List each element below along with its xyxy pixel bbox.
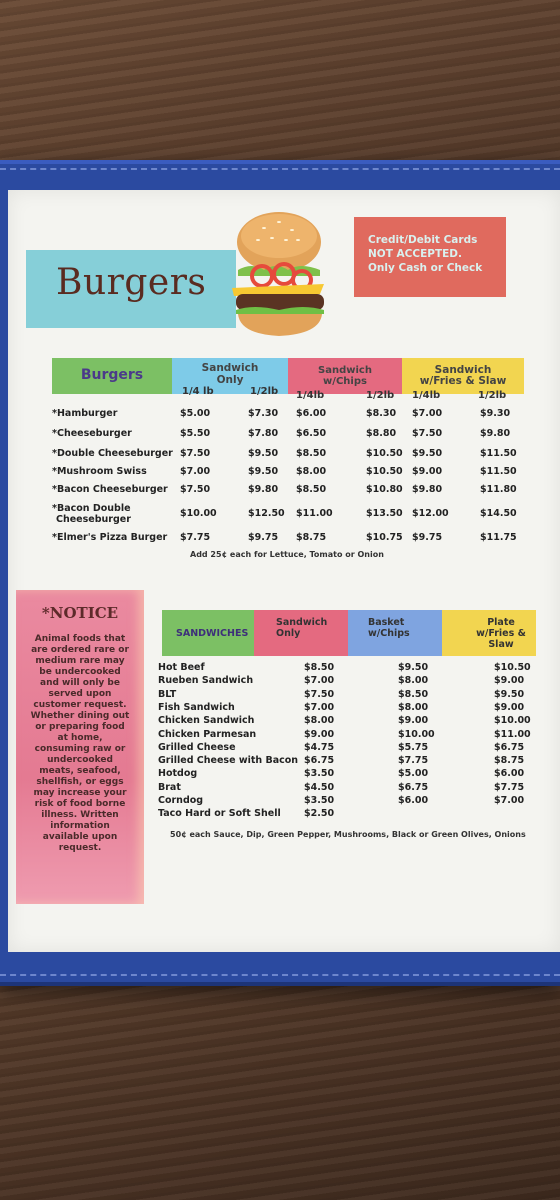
notice-line: at home, [57, 733, 103, 743]
notice-line: are ordered rare or [31, 645, 129, 655]
header-line: Only [276, 628, 301, 639]
notice-line: shellfish, or eggs [36, 777, 124, 787]
header-line: Sandwich [201, 362, 259, 374]
burger-price: $7.00 [180, 466, 211, 477]
burger-price: $7.50 [180, 448, 211, 459]
burger-price: $9.75 [248, 532, 279, 543]
burger-price: $8.75 [296, 532, 327, 543]
burger-price: $9.75 [412, 532, 443, 543]
burger-price: $10.75 [366, 532, 403, 543]
burger-price: $10.50 [366, 448, 403, 459]
burger-price: $9.50 [248, 466, 279, 477]
header-line: Only [216, 374, 244, 386]
burger-price: $8.80 [366, 428, 397, 439]
sandwich-price: $2.50 [304, 808, 335, 820]
size-subheader: 1/4 lb [182, 386, 214, 397]
sandwich-price: $9.00 [304, 728, 335, 740]
cash-only-notice [354, 217, 506, 297]
page-title: Burgers [56, 262, 207, 303]
sandwiches-column-header: SANDWICHES [162, 610, 254, 656]
burger-price: $12.50 [248, 508, 285, 519]
sandwich-price: $8.50 [304, 662, 335, 673]
burger-price: $5.00 [180, 408, 211, 419]
extras-note: 50¢ each Sauce, Dip, Green Pepper, Mushrooms, Black or Green Olives, Onions [170, 830, 526, 839]
header-line: Sandwich [318, 365, 372, 376]
burger-price: $8.00 [296, 466, 327, 477]
burger-price: $8.50 [296, 484, 327, 495]
sandwich-only-header [254, 610, 348, 656]
sandwich-price: $8.50 [398, 688, 429, 700]
notice-line: information [50, 821, 110, 831]
food-safety-notice [16, 590, 144, 904]
sandwich-chips-header [288, 358, 402, 394]
sandwich-price: $11.00 [494, 728, 531, 740]
notice-line: served upon [48, 689, 112, 699]
notice-line: undercooked [47, 755, 113, 765]
sandwich-price: $7.00 [304, 701, 335, 713]
burger-price: $9.30 [480, 408, 511, 419]
sandwich-price: $8.75 [494, 755, 525, 767]
notice-line: consuming raw or [34, 744, 126, 754]
burger-price: $9.00 [412, 466, 443, 477]
notice-title: *NOTICE [41, 604, 119, 622]
header-line: w/Chips [323, 376, 367, 387]
notice-line: and will only be [40, 678, 120, 688]
burger-price: $9.80 [412, 484, 443, 495]
notice-line: or preparing food [35, 722, 125, 732]
notice-line: may increase your [33, 788, 127, 798]
size-subheader: 1/4lb [296, 390, 325, 401]
burger-price: $6.50 [296, 428, 327, 439]
notice-line: request. [58, 843, 102, 853]
notice-line: Whether dining out [30, 711, 130, 721]
sandwich-price: $9.00 [398, 715, 429, 727]
notice-line: available upon [42, 832, 118, 842]
sandwich-item-name: Brat [158, 781, 181, 793]
burger-price: $9.50 [248, 448, 279, 459]
header-line: Slaw [488, 639, 514, 650]
sandwich-price: $10.00 [494, 715, 531, 727]
sandwich-price: $9.50 [398, 662, 429, 673]
burger-price: $10.80 [366, 484, 403, 495]
sandwich-price: $4.75 [304, 741, 335, 753]
sandwich-price: $6.75 [304, 755, 335, 767]
burger-item-name: *Bacon Cheeseburger [52, 484, 168, 495]
cash-notice-line: Credit/Debit Cards [368, 234, 478, 246]
burgers-title-banner [26, 250, 236, 328]
size-subheader: 1/2lb [250, 386, 279, 397]
notice-line: illness. Written [41, 810, 119, 820]
burger-item-name: *Cheeseburger [52, 428, 132, 439]
sandwich-price: $7.75 [494, 781, 525, 793]
burger-price: $12.00 [412, 508, 449, 519]
burger-price: $7.00 [412, 408, 443, 419]
sandwich-item-name: Grilled Cheese with Bacon [158, 755, 299, 767]
notice-line: meats, seafood, [39, 766, 121, 776]
size-subheader: 1/2lb [478, 390, 507, 401]
notice-line: be undercooked [39, 667, 121, 677]
sandwich-price: $6.00 [398, 795, 429, 806]
sandwich-item-name: Chicken Parmesan [158, 728, 257, 740]
burger-price: $7.50 [412, 428, 443, 439]
burger-item-name: *Double Cheeseburger [52, 448, 173, 459]
burger-price: $11.80 [480, 484, 517, 495]
burger-item-name: *Hamburger [52, 408, 118, 419]
burger-price: $7.75 [180, 532, 211, 543]
sandwich-price: $7.00 [304, 675, 335, 687]
notice-line: risk of food borne [34, 799, 126, 809]
add-toppings-note: Add 25¢ each for Lettuce, Tomato or Onion [190, 550, 384, 559]
sandwich-item-name: Rueben Sandwich [158, 675, 254, 687]
notice-line: Animal foods that [34, 634, 126, 644]
burger-price: $7.80 [248, 428, 279, 439]
notice-line: medium rare may [35, 656, 125, 666]
sandwich-price: $3.50 [304, 768, 335, 780]
sandwich-price: $8.00 [304, 715, 335, 727]
sandwich-price: $5.00 [398, 768, 429, 780]
burger-item-name: *Mushroom Swiss [52, 466, 147, 477]
header-line: Sandwich [276, 617, 328, 628]
burger-item-name: *Bacon Double [52, 503, 131, 514]
burger-price: $11.00 [296, 508, 333, 519]
burger-item-name-line2: Cheeseburger [56, 514, 131, 525]
sandwich-price: $4.50 [304, 781, 335, 793]
sandwich-price: $9.00 [494, 675, 525, 687]
sandwich-item-name: BLT [158, 688, 177, 700]
burger-price: $11.50 [480, 466, 517, 477]
sandwich-price: $9.00 [494, 701, 525, 713]
sandwich-price: $10.50 [494, 662, 531, 673]
header-line: w/Fries & [476, 628, 526, 639]
burgers-column-header: Burgers [52, 358, 172, 394]
burger-price: $9.80 [480, 428, 511, 439]
sandwich-price: $6.00 [494, 768, 525, 780]
burger-price: $14.50 [480, 508, 517, 519]
sandwich-price: $9.50 [494, 688, 525, 700]
sandwich-price: $10.00 [398, 728, 435, 740]
burger-price: $5.50 [180, 428, 211, 439]
burger-price: $11.75 [480, 532, 517, 543]
header-line: w/Fries & Slaw [419, 375, 507, 387]
sandwich-fries-header [402, 358, 524, 394]
plate-fries-header [442, 610, 536, 656]
sandwich-price: $5.75 [398, 741, 429, 753]
burger-illustration [224, 210, 334, 345]
header-line: Sandwich [434, 364, 492, 376]
sandwich-item-name: Corndog [158, 795, 204, 806]
sandwich-price: $8.00 [398, 675, 429, 687]
header-line: w/Chips [368, 628, 410, 639]
sandwich-price: $6.75 [398, 781, 429, 793]
header-line: Plate [487, 617, 515, 628]
sandwich-price: $7.50 [304, 688, 335, 700]
burger-price: $10.00 [180, 508, 217, 519]
sandwich-price: $7.75 [398, 755, 429, 767]
burger-price: $7.30 [248, 408, 279, 419]
sandwich-item-name: Fish Sandwich [158, 701, 235, 713]
sandwich-price: $3.50 [304, 795, 335, 806]
sandwich-price: $8.00 [398, 701, 429, 713]
cash-notice-line: Only Cash or Check [368, 262, 483, 274]
burger-item-name: *Elmer's Pizza Burger [52, 532, 168, 543]
burger-price: $11.50 [480, 448, 517, 459]
burger-price: $7.50 [180, 484, 211, 495]
notice-line: customer request. [33, 700, 127, 710]
notice-body [24, 634, 136, 854]
sandwich-item-name: Hot Beef [158, 662, 205, 673]
burger-price: $9.80 [248, 484, 279, 495]
cash-notice-line: NOT ACCEPTED. [368, 248, 462, 260]
sandwich-price: $7.00 [494, 795, 525, 806]
burger-price: $9.50 [412, 448, 443, 459]
size-subheader: 1/4lb [412, 390, 441, 401]
burger-price: $10.50 [366, 466, 403, 477]
burger-price: $6.00 [296, 408, 327, 419]
basket-chips-header [348, 610, 442, 656]
burger-price: $8.50 [296, 448, 327, 459]
header-line: Basket [368, 617, 405, 628]
sandwich-item-name: Chicken Sandwich [158, 715, 255, 727]
sandwich-price: $6.75 [494, 741, 525, 753]
burger-price: $8.30 [366, 408, 397, 419]
sandwich-item-name: Hotdog [158, 768, 198, 780]
size-subheader: 1/2lb [366, 390, 395, 401]
sandwich-item-name: Grilled Cheese [158, 741, 236, 753]
sandwich-item-name: Taco Hard or Soft Shell [158, 808, 281, 820]
burger-price: $13.50 [366, 508, 403, 519]
menu-page [8, 190, 560, 952]
